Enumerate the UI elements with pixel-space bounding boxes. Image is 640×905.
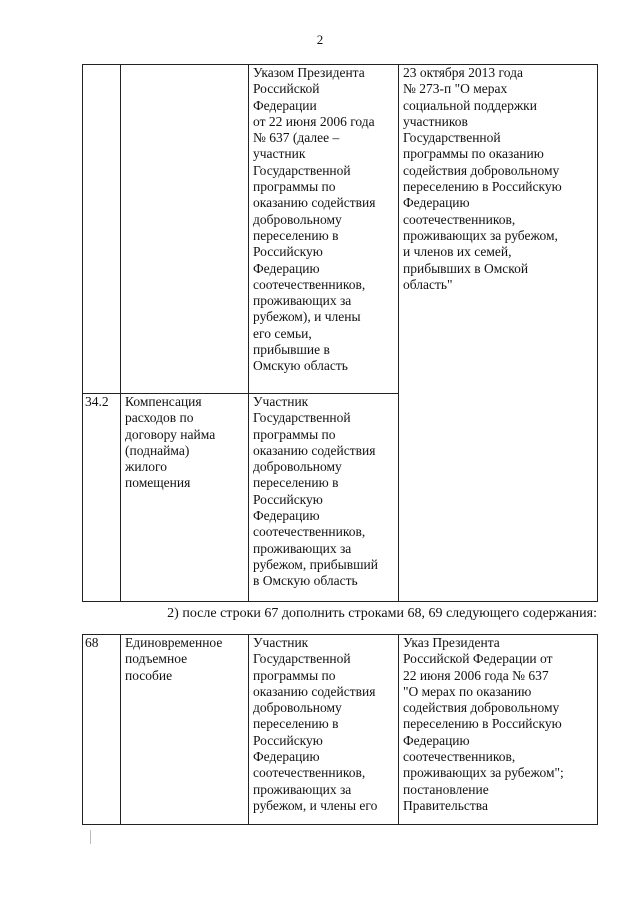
recipient-category-cell (249, 65, 399, 394)
cell-text-line: Компенсация (125, 394, 202, 409)
cell-text-line: Государственной (403, 130, 501, 146)
cell-text-line: Государственной (253, 162, 351, 178)
cell-text-line: рубежом), и члены (253, 309, 361, 325)
recipient-category-cell (249, 635, 399, 825)
cell-text-line: 22 июня 2006 года № 637 (403, 667, 549, 683)
cell-text-line: проживающих за (253, 540, 352, 556)
cell-text-line: помещения (125, 475, 191, 491)
table-row (83, 635, 598, 825)
cell-text-line: переселению в (253, 716, 339, 732)
legal-basis-cell (399, 635, 598, 825)
cell-text-line: в Омскую область (253, 573, 358, 589)
cell-text-line: Российскую (253, 491, 323, 507)
cell-text-line: оказанию содействия (253, 195, 376, 211)
cell-text-line: Государственной (253, 410, 351, 426)
new-rows-table (82, 634, 598, 825)
cell-text-line: добровольному (253, 459, 342, 475)
row-number-cell (83, 65, 121, 394)
amendment-paragraph: 2) после строки 67 дополнить строками 68, 69 следующего содержания: (167, 606, 597, 621)
cell-text-line: программы по (253, 426, 336, 442)
cell-text-line: Российскую (253, 732, 323, 748)
cell-text-line: проживающих за (253, 781, 352, 797)
cell-text-line: прибывшие в (253, 342, 330, 358)
cell-text-line: Федерацию (253, 749, 320, 765)
cell-text-line: Участник (253, 635, 309, 650)
cell-text-line: Российской Федерации от (403, 651, 553, 667)
cell-text-line: оказанию содействия (253, 442, 376, 458)
cell-text-line: Федерацию (403, 195, 470, 211)
cell-text-line: Российской (253, 81, 320, 97)
cell-text-line: оказанию содействия (253, 683, 376, 699)
cell-text-line: социальной поддержки (403, 97, 537, 113)
cell-text-line: переселению в (253, 475, 339, 491)
cell-text-line: программы по оказанию (403, 146, 544, 162)
cell-text-line: соотечественников, (253, 524, 366, 540)
cell-text-line: 23 октября 2013 года (403, 65, 523, 80)
cell-text-line: Единовременное (125, 635, 223, 650)
cell-text-line: № 637 (далее – (253, 130, 340, 146)
table-row (83, 65, 598, 394)
cell-text-line: переселению в Российскую (403, 179, 562, 195)
cell-text-line: содействия добровольному (403, 162, 560, 178)
cell-text-line: переселению в Российскую (403, 716, 562, 732)
cell-text-line: соотечественников, (403, 749, 516, 765)
cell-text-line: добровольному (253, 211, 342, 227)
cell-text-line: участник (253, 146, 306, 162)
cell-text-line: область" (403, 276, 453, 292)
benefits-table-continued (82, 64, 598, 602)
cell-text-line: Российскую (253, 244, 323, 260)
cell-text-line: соотечественников, (253, 276, 366, 292)
recipient-category-cell (249, 394, 399, 602)
cell-text-line: соотечественников, (253, 765, 366, 781)
cell-text-line: участников (403, 113, 468, 129)
cell-text-line: проживающих за рубежом"; (403, 765, 564, 781)
cell-text-line: его семьи, (253, 325, 312, 341)
benefit-name-cell (121, 635, 249, 825)
cell-text-line: подъемное (125, 651, 188, 667)
cell-text-line: Федерацию (403, 732, 470, 748)
cell-text-line: Федерации (253, 97, 317, 113)
benefit-name-cell (121, 65, 249, 394)
cell-text-line: Федерацию (253, 508, 320, 524)
cell-text-line: пособие (125, 667, 173, 683)
cell-text-line: проживающих за рубежом, (403, 227, 558, 243)
cell-text-line: рубежом, и члены его (253, 797, 378, 813)
cell-text-line: программы по (253, 667, 336, 683)
cell-text-line: (поднайма) (125, 442, 190, 458)
cell-text-line: Указ Президента (403, 635, 500, 650)
cell-text-line: программы по (253, 179, 336, 195)
cell-text-line: договору найма (125, 426, 216, 442)
cell-text-line: рубежом, прибывший (253, 556, 378, 572)
cell-text-line: Правительства (403, 797, 488, 813)
row-number-cell: 68 (83, 635, 121, 825)
cell-text-line: переселению в (253, 227, 339, 243)
cell-text-line: № 273-п "О мерах (403, 81, 508, 97)
cell-text-line: от 22 июня 2006 года (253, 113, 375, 129)
cell-text-line: "О мерах по оказанию (403, 683, 532, 699)
scan-mark (90, 830, 91, 844)
benefit-name-cell (121, 394, 249, 602)
page-number: 2 (316, 32, 324, 47)
cell-text-line: Указом Президента (253, 65, 365, 80)
legal-basis-cell (399, 65, 598, 602)
cell-text-line: жилого (125, 459, 167, 475)
cell-text-line: расходов по (125, 410, 194, 426)
cell-text-line: Участник (253, 394, 309, 409)
cell-text-line: добровольному (253, 700, 342, 716)
row-number-cell: 34.2 (83, 394, 121, 602)
cell-text-line: проживающих за (253, 293, 352, 309)
cell-text-line: содействия добровольному (403, 700, 560, 716)
cell-text-line: постановление (403, 781, 489, 797)
cell-text-line: Федерацию (253, 260, 320, 276)
cell-text-line: соотечественников, (403, 211, 516, 227)
cell-text-line: и членов их семей, (403, 244, 512, 260)
cell-text-line: Государственной (253, 651, 351, 667)
cell-text-line: Омскую область (253, 358, 348, 374)
cell-text-line: прибывших в Омской (403, 260, 529, 276)
